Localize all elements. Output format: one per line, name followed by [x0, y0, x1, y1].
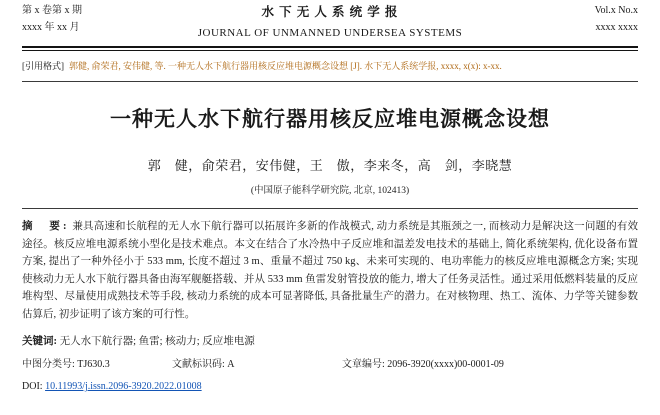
author-list: 郭 健，俞荣君，安伟健，王 傲，李来冬，高 剑，李晓慧	[147, 158, 513, 173]
clc-field	[22, 357, 172, 372]
document-code-field	[172, 357, 342, 372]
keywords-block	[22, 333, 638, 350]
document-code-value: A	[227, 359, 235, 370]
volume-number: Vol.x No.x	[594, 5, 638, 16]
author-affiliation: (中国原子能科学研究院, 北京, 102413)	[250, 186, 410, 196]
journal-title-en: JOURNAL OF UNMANNED UNDERSEA SYSTEMS	[197, 27, 463, 39]
doi-field	[22, 379, 638, 394]
keywords-label: 关键词:	[22, 336, 57, 347]
citation-label: [引用格式]	[22, 61, 64, 71]
keywords-text: 无人水下航行器; 鱼雷; 核动力; 反应堆电源	[59, 336, 255, 347]
issue-number: 第 x 卷第 x 期	[22, 5, 82, 16]
article-id-label: 文章编号:	[342, 359, 385, 370]
document-code-label: 文献标识码:	[172, 359, 225, 370]
journal-masthead	[22, 0, 638, 41]
doi-link[interactable]: 10.11993/j.issn.2096-3920.2022.01008	[45, 381, 202, 392]
issue-date: xxxx 年 xx 月	[22, 22, 80, 33]
clc-label: 中图分类号:	[22, 359, 75, 370]
masthead-divider	[22, 46, 638, 51]
citation-text: 郭健, 俞荣君, 安伟健, 等. 一种无人水下航行器用核反应堆电源概念设想 [J]. 水下无人系统学报, xxxx, x(x): x-xx.	[69, 61, 502, 71]
abstract-label: 摘 要:	[22, 221, 70, 232]
clc-value: TJ630.3	[77, 359, 110, 370]
citation-block	[22, 60, 638, 73]
abstract-divider	[22, 208, 638, 209]
citation-divider	[22, 81, 638, 82]
abstract-text: 兼具高速和长航程的无人水下航行器可以拓展许多新的作战模式, 动力系统是其瓶颈之一, 而核动力是解决这一问题的有效途径。核反应堆电源系统小型化是技术难点。本文在结合了水冷热中子反应堆和温差发电技术的基础上, 简化系统架构, 优化设备布置方案, 提出了一种外径小于 533 mm, 长度不超过 3 m、重量不超过 750 kg、未来可实现的、电功率能力的核反应堆电源概念方案; 实现使核动力无人水下航行器具备由海军舰艇搭载、并从 533 mm 鱼雷发射管投放的能力, 增大了任务灵活性。通过采用低燃料装量的反应堆构型、尽量使用成熟技术等手段, 核动力系统的成本可显著降低, 具备批量生产的潜力。在对核物理、热工、流体、力学等关键参数估算后, 初步证明了该方案的可行性。	[22, 221, 639, 320]
abstract-block	[22, 218, 638, 323]
article-meta-row	[22, 357, 638, 372]
page-title: 一种无人水下航行器用核反应堆电源概念设想	[110, 107, 550, 131]
doi-label: DOI:	[22, 381, 43, 392]
article-id-field	[342, 357, 638, 372]
article-id-value: 2096-3920(xxxx)00-0001-09	[387, 359, 504, 370]
volume-date: xxxx xxxx	[595, 22, 638, 33]
issue-info-left	[22, 4, 82, 35]
journal-title-cn: 水 下 无 人 系 统 学 报	[261, 5, 399, 19]
issue-info-right	[595, 4, 638, 35]
